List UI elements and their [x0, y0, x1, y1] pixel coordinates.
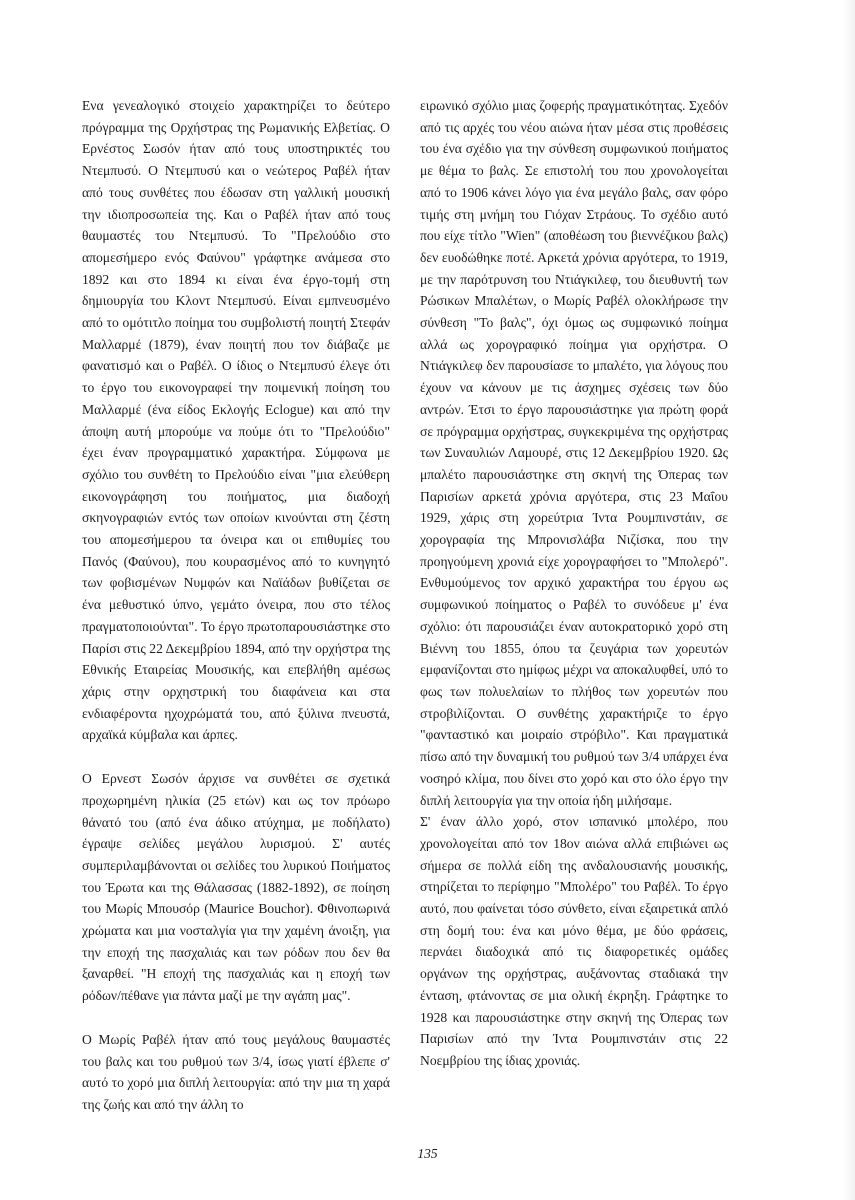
right-text-column [420, 95, 728, 1072]
page-number: 135 [417, 1146, 438, 1161]
left-text-column [82, 95, 390, 1116]
paragraph-ravel-waltz-intro: Ο Μωρίς Ραβέλ ήταν από τους μεγάλους θαυμαστές του βαλς και του ρυθμού των 3/4, ίσως γιατί έβλεπε σ' αυτό το χορό μια διπλή λειτουργία: από την μια τη χαρά της ζωής και από την άλλη το [82, 1031, 390, 1112]
paragraph-chausson: Ο Ερνεστ Σωσόν άρχισε να συνθέτει σε σχετικά προχωρημένη ηλικία (25 ετών) και ως τον πρόωρο θάνατό του (από ένα άδικο ατύχημα, με ποδήλατο) έγραψε σελίδες μεγάλου λυρισμού. Σ' αυτές συμπεριλαμβάνονται οι σελίδες του λυρικού Ποιήματος του Έρωτα και της Θάλασσας (1882-1892), σε ποίηση του Μωρίς Μπουσόρ (Maurice Bouchor). Φθινοπωρινά χρώματα και μια νοσταλγία για την χαμένη άνοιξη, για την εποχή της πασχαλιάς και των ρόδων που δεν θα ξαναρθεί. "Η εποχή της πασχαλιάς και η εποχή των ρόδων/πέθανε για πάντα μαζί με την αγάπη μας". [82, 771, 390, 1004]
paragraph-la-valse: ειρωνικό σχόλιο μιας ζοφερής πραγματικότητας. Σχεδόν από τις αρχές του νέου αιώνα ήταν μέσα στις προθέσεις του ένα σχέδιο για την σύνθεση συμφωνικού ποιήματος με θέμα το βαλς. Σε επιστολή του που χρονολογείται από το 1906 κάνει λόγο για ένα μεγάλο βαλς, σαν φόρο τιμής στη μνήμη του Γιόχαν Στράους. Το σχέδιο αυτό που είχε τίτλο "Wien" (αποθέωση του βιεννέζικου βαλς) δεν ευοδώθηκε ποτέ. Αρκετά χρόνια αργότερα, το 1919, με την παρότρυνση του Ντιάγκιλεφ, του διευθυντή των Ρώσικων Μπαλέτων, ο Μωρίς Ραβέλ ολοκλήρωσε την σύνθεση "Το βαλς", όχι όμως ως συμφωνικό ποίημα αλλά ως χορογραφικό ποίημα για ορχήστρα. Ο Ντιάγκιλεφ δεν παρουσίασε το μπαλέτο, για λόγους που έχουν να κάνουν με τις άσχημες σχέσεις των δύο αντρών. Έτσι το έργο παρουσιάστηκε για πρώτη φορά σε πρόγραμμα ορχήστρας, συγκεκριμένα της ορχήστρας των Συναυλιών Λαμουρέ, στις 12 Δεκεμβρίου 1920. Ως μπαλέτο παρουσιάστηκε στη σκηνή της Όπερας των Παρισίων αρκετά χρόνια αργότερα, στις 23 Μαΐου 1929, χάρις στη χορεύτρια Ίντα Ρουμπινστάιν, σε χορογραφία της Μπρονισλάβα Νιζίσκα, που την προηγούμενη χρονιά είχε χορογραφήσει το "Μπολερό". Ενθυμούμενος τον αρχικό χαρακτήρα του έργου ως συμφωνικού ποίηματος ο Ραβέλ το συνόδευε μ' ένα σχόλιο: ότι παρουσιάζει έναν αυτοκρατορικό χορό στη Βιέννη του 1855, όπου τα ζευγάρια των χορευτών εμφανίζονται στο ημίφως μέχρι να αποκαλυφθεί, υπό το φως των πολυελαίων το πλήθος των χορευτών που στροβιλίζονται. Ο συνθέτης χαρακτήριζε το έργο "φανταστικό και μοιραίο στρόβιλο". Και πραγματικά πίσω από την δυναμική του ρυθμού των 3/4 υπάρχει ένα νοσηρό κλίμα, που δίνει στο χορό και στο όλο έργο την διπλή λειτουργία για την οποία ήδη μιλήσαμε. [420, 98, 728, 808]
paragraph-debussy-faun: Ενα γενεαλογικό στοιχείο χαρακτηρίζει το δεύτερο πρόγραμμα της Ορχήστρας της Ρωμανικής Ελβετίας. Ο Ερνέστος Σωσόν ήταν από τους υποστηρικτές του Ντεμπυσύ. Ο Ντεμπυσύ και ο νεώτερος Ραβέλ ήταν από τους συνθέτες που έδωσαν στη γαλλική μουσική την ιδιοπροσωπεία της. Και ο Ραβέλ ήταν από τους θαυμαστές του Ντεμπυσύ. Το "Πρελούδιο στο απομεσήμερο ενός Φαύνου" γράφτηκε ανάμεσα στο 1892 και στο 1894 κι είναι ένα έργο-τομή στη δημιουργία του Κλοντ Ντεμπυσύ. Είναι εμπνευσμένο από το ομότιτλο ποίημα του συμβολιστή ποιητή Στεφάν Μαλλαρμέ (1879), έναν ποιητή που τον διάβαζε με φανατισμό και ο Ραβέλ. Ο ίδιος ο Ντεμπυσύ έλεγε ότι το έργο του εικονογραφεί την ποιμενική ποίηση του Μαλλαρμέ (ένα είδος Εκλογής Eclogue) και από την άποψη αυτή μπορούμε να πούμε ότι το "Πρελούδιο" έχει έναν προγραμματικό χαρακτήρα. Σύμφωνα με σχόλιο του συνθέτη το Πρελούδιο είναι "μια ελεύθερη εικονογράφηση του ποιήματος, μια διαδοχή σκηνογραφιών εντός των οποίων κινούνται στη ζέστη του απομεσήμερου τα όνειρα και οι επιθυμίες του Πανός (Φαύνου), που κουρασμένος από το κυνηγητό των φοβισμένων Νυμφών και Ναϊάδων βυθίζεται σε ένα μεθυστικό ύπνο, γεμάτο όνειρα, που στο τέλος πραγματοποιούνται". Το έργο πρωτοπαρουσιάστηκε στο Παρίσι στις 22 Δεκεμβρίου 1894, από την ορχήστρα της Εθνικής Εταιρείας Μουσικής, και επεβλήθη αμέσως χάρις στην ορχηστρική του διαφάνεια και στα ενδιαφέροντα ηχοχρώματά του, από ξύλινα πνευστά, αρχαϊκά κύμβαλα και άρπες. [82, 98, 390, 743]
page-edge-shadow [843, 0, 855, 1200]
paragraph-bolero: Σ' έναν άλλο χορό, στον ισπανικό μπολέρο, που χρονολογείται από τον 18ον αιώνα αλλά επιβιώνει ως σήμερα σε πολλά είδη της ανδαλουσιανής μουσικής, στηρίζεται το περίφημο "Μπολέρο" του Ραβέλ. Το έργο αυτό, που φαίνεται τόσο σύνθετο, είναι εξαιρετικά απλό στη δομή του: ένα και μόνο θέμα, με δύο φράσεις, περνάει διαδοχικά από τις διαφορετικές ομάδες οργάνων της ορχήστρας, αυξάνοντας σταδιακά την ένταση, φτάνοντας σε μια ολική έκρηξη. Γράφτηκε το 1928 και παρουσιάστηκε στην σκηνή της Όπερας των Παρισίων από την Ίντα Ρουμπινστάιν στις 22 Νοεμβρίου της ίδιας χρονιάς. [420, 814, 728, 1068]
